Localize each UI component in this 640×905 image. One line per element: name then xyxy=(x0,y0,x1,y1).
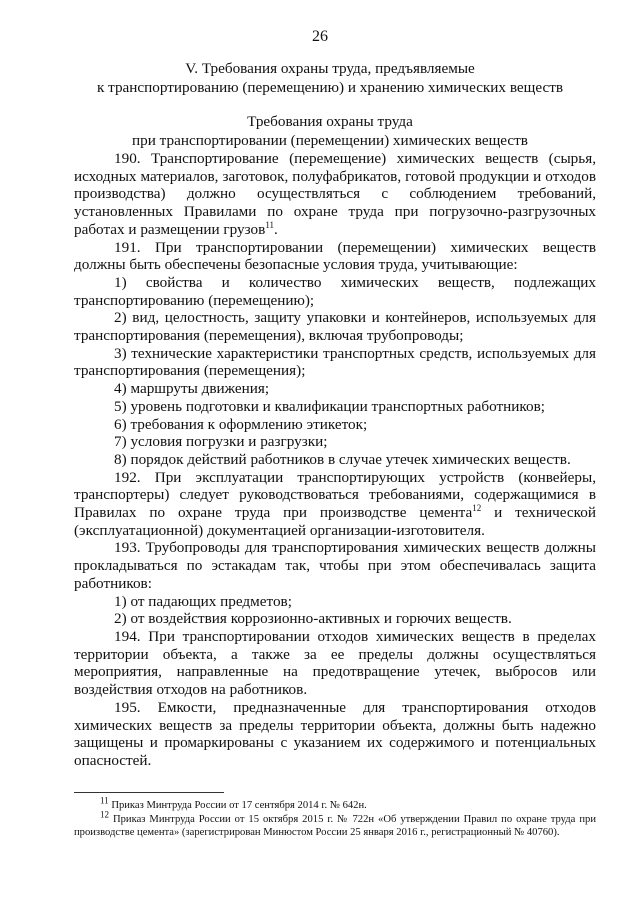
section-heading-line-2: к транспортированию (перемещению) и хранению химических веществ xyxy=(96,79,564,96)
list-item: 6) требования к оформлению этикеток; xyxy=(114,415,368,433)
footnote-ref-11: 11 xyxy=(265,219,274,230)
list-item: 4) маршруты движения; xyxy=(114,380,270,398)
list-item: 1) от падающих предметов; xyxy=(114,592,292,610)
page-number: 26 xyxy=(312,28,328,45)
footnotes xyxy=(74,795,596,840)
document-body xyxy=(74,150,596,770)
paragraph-194: 194. При транспортировании отходов химических веществ в пределах территории объекта, а также за ее пределы должны осуществляться мероприятия, направленные на предотвращение утечек, выбросов или воздействия отходов на работников. xyxy=(74,627,596,699)
footnote-marker-12: 12 xyxy=(100,809,109,820)
paragraph-190-text: 190. Транспортирование (перемещение) химических веществ (сырья, исходных материалов, заготовок, полуфабрикатов, готовой продукции и отходов производства) должно осуществляться с соблюдением требований, установленных Правилами по охране труда при погрузочно-разгрузочных работах и размещении грузов xyxy=(74,150,596,238)
paragraph-192-text-b: и технической (эксплуатационной) документацией организации-изготовителя. xyxy=(74,504,596,539)
section-heading-line-1: V. Требования охраны труда, предъявляемые xyxy=(185,60,475,77)
footnote-ref-12: 12 xyxy=(472,503,482,513)
footnote-marker-11: 11 xyxy=(100,795,109,806)
subheading xyxy=(60,112,600,150)
section-heading xyxy=(60,59,600,97)
paragraph-192-text-a: 192. При эксплуатации транспортирующих устройств (конвейеры, транспортеры) следует руководствоваться требованиями, содержащимися в Правилах по охране труда при производстве цемента xyxy=(74,468,596,522)
paragraph-191: 191. При транспортировании (перемещении) химических веществ должны быть обеспечены безопасные условия труда, учитывающие: xyxy=(74,238,596,274)
list-item: 3) технические характеристики транспортных средств, используемых для транспортирования (перемещения); xyxy=(74,344,596,380)
footnote-divider xyxy=(74,792,224,793)
footnote-12-text: Приказ Минтруда России от 15 октября 2015 г. № 722н «Об утверждении Правил по охране труда при производстве цемента» (зарегистрирован Минюстом России 25 января 2016 г., регистрационный № 40760). xyxy=(74,813,596,839)
paragraph-190 xyxy=(74,150,596,239)
subheading-line-2: при транспортировании (перемещении) химических веществ xyxy=(132,132,528,149)
subheading-line-1: Требования охраны труда xyxy=(247,113,413,130)
footnote-11 xyxy=(74,795,596,813)
footnote-11-text: Приказ Минтруда России от 17 сентября 2014 г. № 642н. xyxy=(108,800,367,811)
footnote-12 xyxy=(74,809,596,840)
paragraph-193: 193. Трубопроводы для транспортирования химических веществ должны прокладываться по эстакадам так, чтобы при этом обеспечивалась защита работников: xyxy=(74,539,596,592)
paragraph-195: 195. Емкости, предназначенные для транспортирования отходов химических веществ за пределы территории объекта, должны быть надежно защищены и промаркированы с указанием их содержимого и потенциальных опасностей. xyxy=(74,698,596,769)
list-item: 8) порядок действий работников в случае утечек химических веществ. xyxy=(114,450,571,468)
paragraph-190-end: . xyxy=(273,220,278,238)
list-item: 2) от воздействия коррозионно-активных и горючих веществ. xyxy=(114,610,512,628)
list-item: 2) вид, целостность, защиту упаковки и контейнеров, используемых для транспортирования (перемещения), включая трубопроводы; xyxy=(74,309,596,345)
list-item: 7) условия погрузки и разгрузки; xyxy=(114,433,328,451)
list-item: 5) уровень подготовки и квалификации транспортных работников; xyxy=(114,397,545,415)
list-item: 1) свойства и количество химических веществ, подлежащих транспортированию (перемещению); xyxy=(74,273,596,309)
paragraph-192 xyxy=(74,469,596,540)
